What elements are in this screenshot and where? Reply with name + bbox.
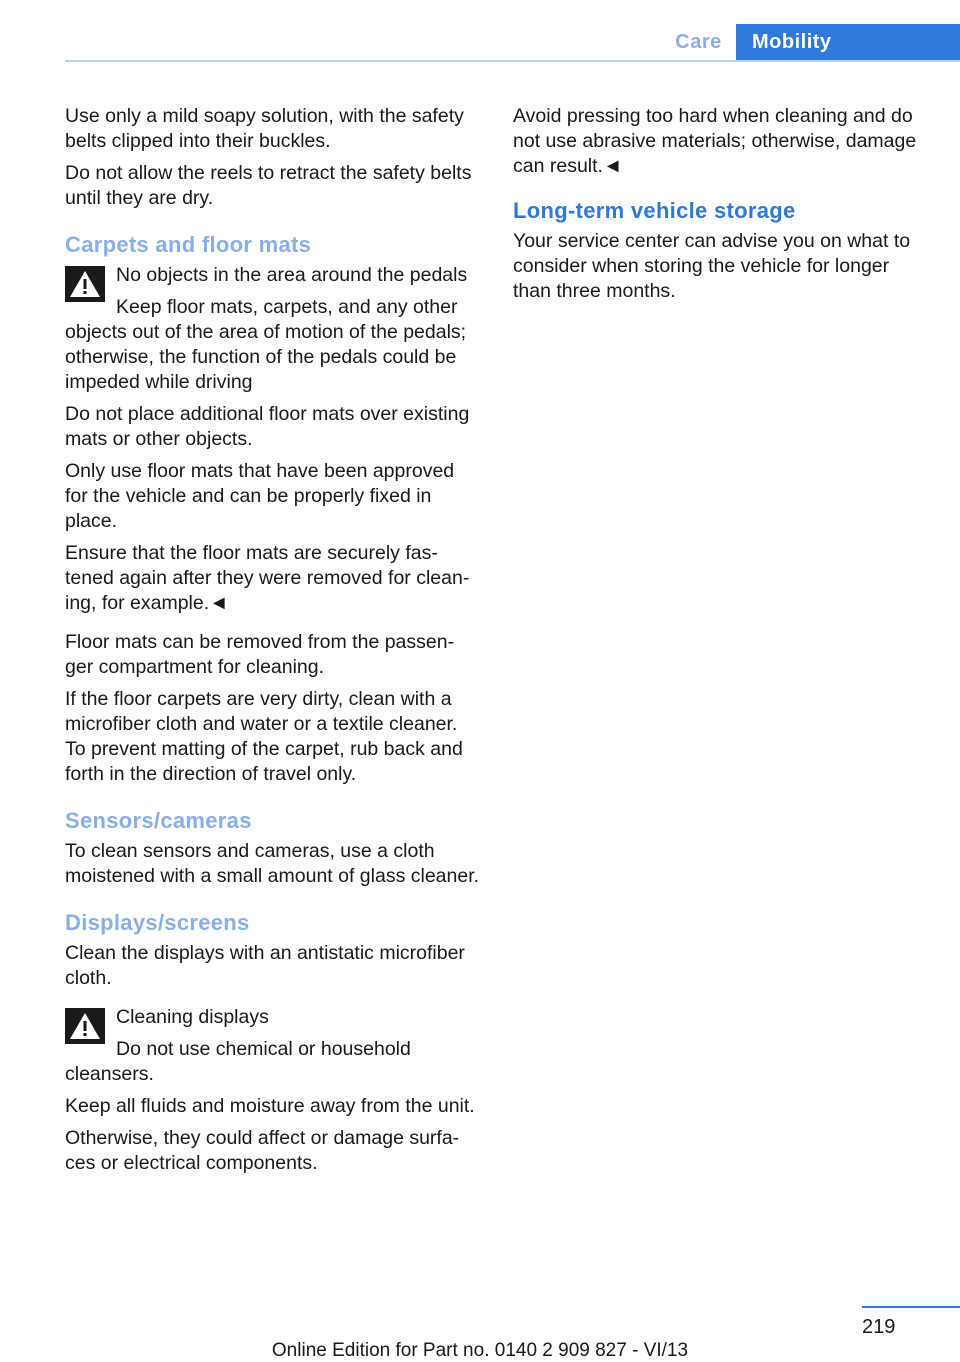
paragraph: Do not allow the reels to retract the safety belts until they are dry. [65,162,472,209]
paragraph: Keep all fluids and moisture away from the unit. [65,1095,475,1117]
tab-mobility: Mobility [736,24,960,61]
paragraph: Use only a mild soapy solution, with the safety belts clipped into their buckles. [65,105,464,152]
paragraph: Floor mats can be removed from the passen-ger compartment for cleaning. [65,631,455,678]
warning-triangle-icon [65,266,105,302]
paragraph: Clean the displays with an antistatic microfiber cloth. [65,942,465,989]
left-column [65,104,480,1183]
footer-rule [862,1306,960,1308]
warning-triangle-icon [65,1008,105,1044]
section-heading-sensors: Sensors/cameras [65,808,252,833]
warning-text: objects out of the area of motion of the pedals; otherwise, the function of the pedals could be impeded while driving [65,321,467,393]
paragraph: Only use floor mats that have been approved for the vehicle and can be properly fixed in place. [65,460,455,532]
paragraph: Ensure that the floor mats are securely fas-tened again after they were removed for clean-ing, for example.◄ [65,542,470,614]
paragraph: To clean sensors and cameras, use a cloth moistened with a small amount of glass cleaner. [65,840,480,887]
warning-block-displays [65,1005,480,1087]
paragraph: Do not place additional floor mats over existing mats or other objects. [65,403,470,450]
warning-text: Keep floor mats, carpets, and any other [116,296,458,318]
section-heading-displays: Displays/screens [65,910,250,935]
paragraph: Your service center can advise you on what to consider when storing the vehicle for longer than three months. [513,230,911,302]
warning-text: Do not use chemical or household [116,1038,411,1060]
header-rule [65,60,960,62]
paragraph: Otherwise, they could affect or damage surfa-ces or electrical components. [65,1127,460,1174]
warning-title: Cleaning displays [116,1006,269,1028]
right-column [513,104,925,311]
edition-footer: Online Edition for Part no. 0140 2 909 827 - VI/13 [271,1340,689,1361]
tab-care: Care [675,31,722,53]
warning-block-pedals [65,263,480,395]
section-heading-storage: Long-term vehicle storage [513,198,796,223]
page-number: 219 [862,1316,896,1338]
paragraph: Avoid pressing too hard when cleaning and do not use abrasive materials; otherwise, damage can result.◄ [513,105,917,177]
section-heading-carpets: Carpets and floor mats [65,232,312,257]
warning-text: cleansers. [65,1063,154,1085]
paragraph: If the floor carpets are very dirty, clean with a microfiber cloth and water or a textile cleaner. To prevent matting of the carpet, rub back and forth in the direction of travel only. [65,688,463,785]
warning-title: No objects in the area around the pedals [116,264,468,286]
